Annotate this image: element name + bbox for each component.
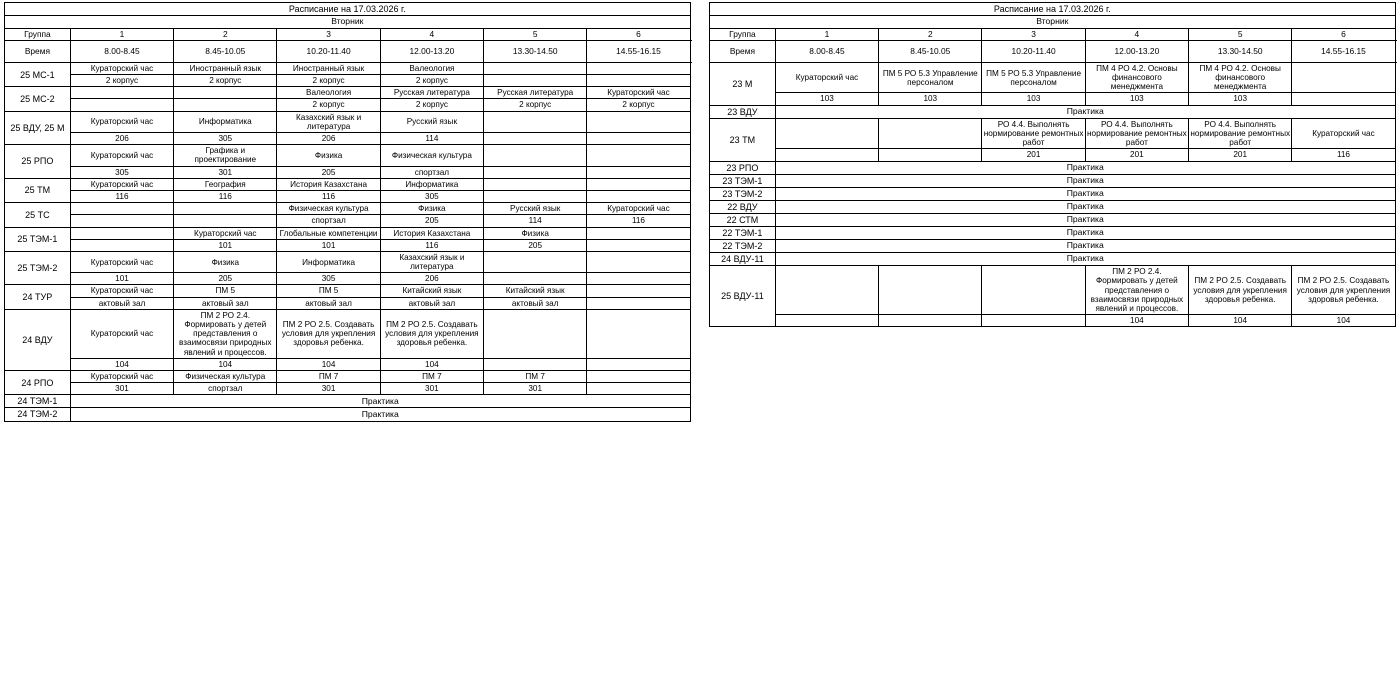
room-cell: 2 корпус: [174, 75, 277, 87]
time-slot-1: 8.00-8.45: [70, 41, 173, 63]
title-row: [5, 3, 691, 16]
lesson-cell: [484, 178, 587, 190]
column-index-1: 1: [70, 28, 173, 40]
table-row: [710, 161, 1396, 174]
group-name-cell: 24 ТЭМ-1: [5, 395, 71, 408]
group-name-cell: 23 РПО: [710, 161, 776, 174]
group-name-cell: 25 ТМ: [5, 178, 71, 202]
table-row: [5, 370, 691, 382]
lesson-cell: [587, 285, 690, 297]
lesson-cell: [587, 145, 690, 166]
lesson-cell: Иностранный язык: [174, 62, 277, 74]
lesson-cell: Кураторский час: [70, 111, 173, 132]
lesson-cell: Кураторский час: [70, 62, 173, 74]
lesson-cell: Графика и проектирование: [174, 145, 277, 166]
group-name-cell: 23 М: [710, 62, 776, 105]
lesson-cell: [70, 203, 173, 215]
lesson-cell: Русский язык: [484, 203, 587, 215]
practice-cell: Практика: [775, 105, 1395, 118]
lesson-cell: [879, 266, 982, 315]
room-row: [5, 99, 691, 111]
column-index-4: 4: [1085, 28, 1188, 40]
room-row: [5, 166, 691, 178]
practice-cell: Практика: [775, 187, 1395, 200]
room-cell: 301: [70, 383, 173, 395]
room-row: [5, 273, 691, 285]
lesson-cell: Кураторский час: [587, 87, 690, 99]
lesson-cell: Информатика: [174, 111, 277, 132]
lesson-cell: РО 4.4. Выполнять нормирование ремонтных работ: [1190, 119, 1291, 148]
schedule-table-right: [709, 2, 1396, 327]
room-cell: 103: [879, 93, 982, 105]
column-index-6: 6: [1292, 28, 1395, 40]
room-cell: 116: [380, 239, 483, 251]
lesson-cell: Информатика: [380, 178, 483, 190]
room-row: [5, 190, 691, 202]
group-name-cell: 24 ТУР: [5, 285, 71, 309]
lesson-cell: Кураторский час: [70, 370, 173, 382]
left-schedule-panel: [4, 2, 691, 687]
lesson-cell: [587, 309, 690, 358]
lesson-cell: [879, 118, 982, 149]
column-index-1: 1: [775, 28, 878, 40]
room-cell: 205: [277, 166, 380, 178]
room-cell: 116: [587, 215, 690, 227]
group-name-cell: 23 ТМ: [710, 118, 776, 161]
lesson-cell: [587, 178, 690, 190]
table-row: [710, 118, 1396, 149]
time-header-row: [5, 41, 691, 63]
room-cell: 2 корпус: [277, 75, 380, 87]
lesson-cell: РО 4.4. Выполнять нормирование ремонтных работ: [983, 119, 1084, 148]
room-cell: [775, 315, 878, 327]
lesson-cell: Кураторский час: [70, 309, 173, 358]
room-cell: 103: [982, 93, 1085, 105]
room-cell: 101: [70, 273, 173, 285]
lesson-cell: [70, 87, 173, 99]
table-row: [5, 145, 691, 166]
table-row: [710, 239, 1396, 252]
table-row: [710, 266, 1396, 315]
room-cell: 205: [174, 273, 277, 285]
lesson-cell: [484, 62, 587, 74]
lesson-cell: Физика: [277, 145, 380, 166]
room-cell: 2 корпус: [70, 75, 173, 87]
group-name-cell: 22 ВДУ: [710, 200, 776, 213]
room-cell: [879, 149, 982, 161]
group-name-cell: 25 ВДУ-11: [710, 266, 776, 327]
room-cell: [587, 166, 690, 178]
group-header-label: Группа: [5, 28, 71, 40]
group-name-cell: 25 ТЭМ-2: [5, 251, 71, 285]
room-cell: 103: [1189, 93, 1292, 105]
time-slot-2: 8.45-10.05: [879, 41, 982, 63]
room-cell: [484, 190, 587, 202]
room-cell: 206: [380, 273, 483, 285]
room-cell: 301: [174, 166, 277, 178]
lesson-cell: Кураторский час: [587, 203, 690, 215]
lesson-cell: Валеология: [277, 87, 380, 99]
lesson-cell: ПМ 5: [277, 285, 380, 297]
room-cell: 305: [277, 273, 380, 285]
room-cell: 103: [1085, 93, 1188, 105]
room-cell: [587, 273, 690, 285]
lesson-cell: Валеология: [380, 62, 483, 74]
table-row: [5, 408, 691, 421]
table-row: [5, 178, 691, 190]
room-cell: 2 корпус: [484, 99, 587, 111]
room-cell: [1292, 93, 1395, 105]
room-cell: 104: [174, 358, 277, 370]
lesson-cell: Физика: [380, 203, 483, 215]
room-cell: [70, 99, 173, 111]
document-title: Расписание на 17.03.2026 г.: [5, 3, 691, 16]
group-name-cell: 24 ТЭМ-2: [5, 408, 71, 421]
room-cell: 104: [380, 358, 483, 370]
room-cell: 116: [174, 190, 277, 202]
group-name-cell: 24 ВДУ-11: [710, 253, 776, 266]
room-cell: [484, 75, 587, 87]
room-cell: 104: [277, 358, 380, 370]
room-cell: 301: [380, 383, 483, 395]
lesson-cell: Физическая культура: [380, 145, 483, 166]
room-cell: 104: [1085, 315, 1188, 327]
lesson-cell: Китайский язык: [380, 285, 483, 297]
room-cell: 205: [484, 239, 587, 251]
room-cell: [587, 383, 690, 395]
lesson-cell: Физика: [484, 227, 587, 239]
time-header-label: Время: [5, 41, 71, 63]
lesson-cell: Физическая культура: [277, 203, 380, 215]
column-index-2: 2: [879, 28, 982, 40]
room-cell: актовый зал: [380, 297, 483, 309]
column-index-2: 2: [174, 28, 277, 40]
group-name-cell: 24 РПО: [5, 370, 71, 394]
schedule-table-left: [4, 2, 691, 422]
practice-cell: Практика: [70, 395, 690, 408]
day-name: Вторник: [5, 16, 691, 29]
practice-cell: Практика: [70, 408, 690, 421]
table-row: [5, 203, 691, 215]
lesson-cell: ПМ 2 РО 2.5. Создавать условия для укрепления здоровья ребенка.: [277, 309, 380, 358]
room-cell: 305: [380, 190, 483, 202]
group-name-cell: 22 ТЭМ-1: [710, 226, 776, 239]
column-index-4: 4: [380, 28, 483, 40]
time-slot-1: 8.00-8.45: [775, 41, 878, 63]
document-title: Расписание на 17.03.2026 г.: [710, 3, 1396, 16]
group-name-cell: 25 МС-2: [5, 87, 71, 111]
day-name: Вторник: [710, 16, 1396, 29]
time-slot-4: 12.00-13.20: [380, 41, 483, 63]
room-cell: [587, 239, 690, 251]
table-row: [5, 87, 691, 99]
column-index-6: 6: [587, 28, 690, 40]
lesson-cell: ПМ 2 РО 2.5. Создавать условия для укрепления здоровья ребенка.: [1189, 266, 1292, 315]
table-row: [5, 395, 691, 408]
group-name-cell: 25 ТС: [5, 203, 71, 227]
room-cell: [70, 215, 173, 227]
room-row: [5, 383, 691, 395]
lesson-cell: [484, 251, 587, 272]
lesson-cell: Кураторский час: [1292, 118, 1395, 149]
time-slot-6: 14.55-16.15: [587, 41, 690, 63]
lesson-cell: [587, 370, 690, 382]
room-cell: 101: [277, 239, 380, 251]
room-cell: актовый зал: [70, 297, 173, 309]
group-name-cell: 22 СТМ: [710, 213, 776, 226]
room-cell: [587, 75, 690, 87]
room-cell: 201: [1085, 149, 1188, 161]
group-name-cell: 23 ТЭМ-1: [710, 174, 776, 187]
lesson-cell: ПМ 2 РО 2.5. Создавать условия для укрепления здоровья ребенка.: [1292, 266, 1395, 315]
room-cell: 104: [70, 358, 173, 370]
room-cell: [484, 166, 587, 178]
room-row: [5, 133, 691, 145]
table-header-right: [710, 3, 1396, 63]
lesson-cell: Физическая культура: [174, 370, 277, 382]
lesson-cell: ПМ 2 РО 2.4. Формировать у детей представления о взаимосвязи природных явлений и процессов.: [1085, 266, 1188, 315]
room-cell: [484, 273, 587, 285]
group-header-label: Группа: [710, 28, 776, 40]
table-row: [5, 251, 691, 272]
room-cell: [174, 99, 277, 111]
lesson-cell: [174, 87, 277, 99]
table-row: [710, 213, 1396, 226]
lesson-cell: [484, 111, 587, 132]
group-name-cell: 25 МС-1: [5, 62, 71, 86]
table-row: [710, 187, 1396, 200]
group-header-row: [710, 28, 1396, 40]
day-row: [5, 16, 691, 29]
room-cell: 206: [277, 133, 380, 145]
table-body-left: [5, 62, 691, 421]
room-row: [5, 358, 691, 370]
lesson-cell: ПМ 5: [174, 285, 277, 297]
column-index-5: 5: [484, 28, 587, 40]
room-cell: [70, 239, 173, 251]
lesson-cell: ПМ 2 РО 2.5. Создавать условия для укрепления здоровья ребенка.: [380, 309, 483, 358]
room-row: [5, 75, 691, 87]
room-cell: 2 корпус: [380, 75, 483, 87]
room-cell: 103: [775, 93, 878, 105]
room-cell: спортзал: [174, 383, 277, 395]
lesson-cell: Китайский язык: [484, 285, 587, 297]
lesson-cell: [587, 111, 690, 132]
table-row: [710, 105, 1396, 118]
time-slot-5: 13.30-14.50: [484, 41, 587, 63]
lesson-cell: Кураторский час: [70, 178, 173, 190]
lesson-cell: Иностранный язык: [277, 62, 380, 74]
lesson-cell: [587, 62, 690, 74]
room-cell: 206: [70, 133, 173, 145]
room-cell: 305: [174, 133, 277, 145]
lesson-cell: Физика: [174, 251, 277, 272]
lesson-cell: ПМ 5 РО 5.3 Управление персоналом: [879, 62, 982, 93]
lesson-cell: ПМ 4 РО 4.2. Основы финансового менеджмента: [1085, 62, 1188, 93]
room-row: [5, 297, 691, 309]
room-cell: [587, 190, 690, 202]
room-cell: 116: [277, 190, 380, 202]
lesson-cell: [775, 118, 878, 149]
lesson-cell: [982, 266, 1085, 315]
table-row: [5, 111, 691, 132]
lesson-cell: Русский язык: [380, 111, 483, 132]
time-slot-6: 14.55-16.15: [1292, 41, 1395, 63]
table-row: [710, 62, 1396, 93]
table-row: [710, 200, 1396, 213]
column-index-5: 5: [1189, 28, 1292, 40]
time-header-label: Время: [710, 41, 776, 63]
time-slot-3: 10.20-11.40: [277, 41, 380, 63]
practice-cell: Практика: [775, 200, 1395, 213]
lesson-cell: Кураторский час: [70, 145, 173, 166]
room-cell: 104: [1189, 315, 1292, 327]
table-row: [710, 253, 1396, 266]
lesson-cell: Кураторский час: [70, 285, 173, 297]
room-cell: 201: [982, 149, 1085, 161]
room-row: [5, 239, 691, 251]
room-cell: 101: [174, 239, 277, 251]
room-cell: 116: [1292, 149, 1395, 161]
column-index-3: 3: [277, 28, 380, 40]
lesson-cell: [484, 145, 587, 166]
group-name-cell: 23 ТЭМ-2: [710, 187, 776, 200]
group-header-row: [5, 28, 691, 40]
room-row: [5, 215, 691, 227]
room-cell: [174, 215, 277, 227]
room-cell: актовый зал: [484, 297, 587, 309]
room-cell: [879, 315, 982, 327]
time-header-row: [710, 41, 1396, 63]
room-cell: 301: [277, 383, 380, 395]
time-slot-3: 10.20-11.40: [982, 41, 1085, 63]
practice-cell: Практика: [775, 253, 1395, 266]
lesson-cell: ПМ 2 РО 2.4. Формировать у детей представления о взаимосвязи природных явлений и процессов.: [174, 309, 277, 358]
lesson-cell: История Казахстана: [277, 178, 380, 190]
practice-cell: Практика: [775, 174, 1395, 187]
lesson-cell: Глобальные компетенции: [277, 227, 380, 239]
lesson-cell: [1292, 62, 1395, 93]
room-cell: актовый зал: [174, 297, 277, 309]
room-cell: [484, 133, 587, 145]
room-cell: 116: [70, 190, 173, 202]
lesson-cell: География: [174, 178, 277, 190]
lesson-cell: РО 4.4. Выполнять нормирование ремонтных работ: [1087, 119, 1187, 148]
table-row: [710, 226, 1396, 239]
lesson-cell: [484, 309, 587, 358]
lesson-cell: [587, 251, 690, 272]
room-cell: 104: [1292, 315, 1395, 327]
room-cell: актовый зал: [277, 297, 380, 309]
group-name-cell: 22 ТЭМ-2: [710, 239, 776, 252]
room-cell: [775, 149, 878, 161]
column-index-3: 3: [982, 28, 1085, 40]
practice-cell: Практика: [775, 213, 1395, 226]
lesson-cell: [70, 227, 173, 239]
time-slot-2: 8.45-10.05: [174, 41, 277, 63]
group-name-cell: 24 ВДУ: [5, 309, 71, 370]
group-name-cell: 25 ТЭМ-1: [5, 227, 71, 251]
room-cell: спортзал: [277, 215, 380, 227]
lesson-cell: [587, 227, 690, 239]
room-cell: 205: [380, 215, 483, 227]
group-name-cell: 23 ВДУ: [710, 105, 776, 118]
room-cell: 301: [484, 383, 587, 395]
room-row: [710, 315, 1396, 327]
group-name-cell: 25 РПО: [5, 145, 71, 179]
table-body-right: [710, 62, 1396, 326]
lesson-cell: ПМ 7: [484, 370, 587, 382]
day-row: [710, 16, 1396, 29]
room-cell: спортзал: [380, 166, 483, 178]
practice-cell: Практика: [775, 226, 1395, 239]
lesson-cell: Информатика: [277, 251, 380, 272]
right-schedule-panel: [709, 2, 1396, 687]
lesson-cell: Русская литература: [380, 87, 483, 99]
lesson-cell: [174, 203, 277, 215]
table-row: [5, 227, 691, 239]
room-row: [710, 149, 1396, 161]
room-cell: 114: [380, 133, 483, 145]
lesson-cell: Казахский язык и литература: [277, 111, 380, 132]
practice-cell: Практика: [775, 239, 1395, 252]
lesson-cell: ПМ 7: [277, 370, 380, 382]
group-name-cell: 25 ВДУ, 25 М: [5, 111, 71, 145]
room-cell: 2 корпус: [380, 99, 483, 111]
time-slot-5: 13.30-14.50: [1189, 41, 1292, 63]
lesson-cell: Кураторский час: [174, 227, 277, 239]
room-cell: 114: [484, 215, 587, 227]
lesson-cell: ПМ 5 РО 5.3 Управление персоналом: [982, 62, 1085, 93]
table-row: [5, 309, 691, 358]
room-cell: 2 корпус: [587, 99, 690, 111]
room-row: [710, 93, 1396, 105]
table-row: [5, 285, 691, 297]
table-header-left: [5, 3, 691, 63]
lesson-cell: Русская литература: [484, 87, 587, 99]
room-cell: 2 корпус: [277, 99, 380, 111]
table-row: [5, 62, 691, 74]
lesson-cell: ПМ 4 РО 4.2. Основы финансового менеджмента: [1189, 62, 1292, 93]
room-cell: 201: [1189, 149, 1292, 161]
title-row: [710, 3, 1396, 16]
lesson-cell: Казахский язык и литература: [380, 251, 483, 272]
room-cell: 305: [70, 166, 173, 178]
practice-cell: Практика: [775, 161, 1395, 174]
lesson-cell: ПМ 7: [380, 370, 483, 382]
table-row: [710, 174, 1396, 187]
lesson-cell: Кураторский час: [775, 62, 878, 93]
time-slot-4: 12.00-13.20: [1085, 41, 1188, 63]
room-cell: [484, 358, 587, 370]
lesson-cell: Кураторский час: [70, 251, 173, 272]
room-cell: [587, 133, 690, 145]
room-cell: [982, 315, 1085, 327]
room-cell: [587, 358, 690, 370]
lesson-cell: [775, 266, 878, 315]
room-cell: [587, 297, 690, 309]
lesson-cell: История Казахстана: [380, 227, 483, 239]
